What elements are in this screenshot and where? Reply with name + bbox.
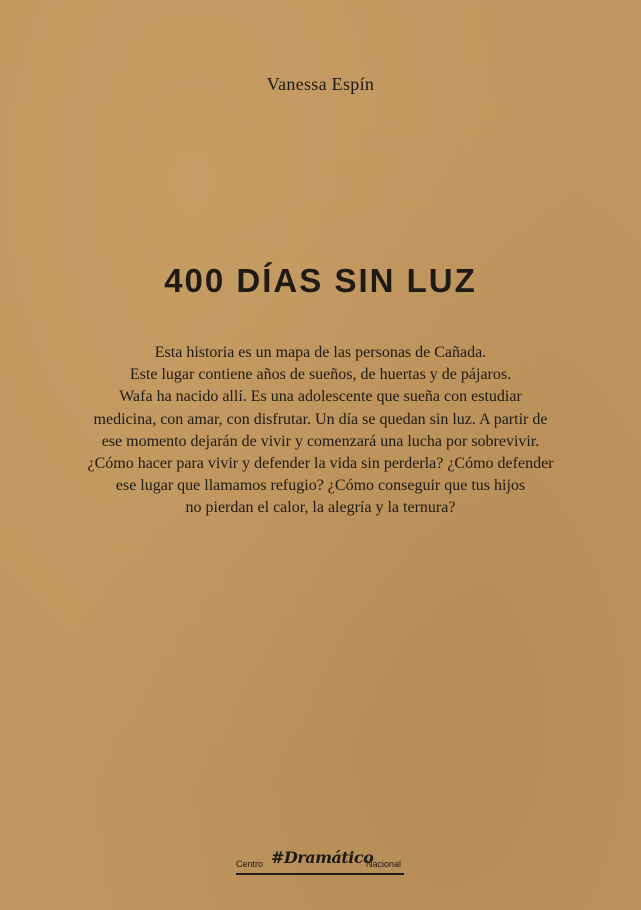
publisher-word-centro: Centro (236, 859, 264, 869)
author-name: Vanessa Espín (266, 74, 375, 94)
synopsis (60, 342, 581, 520)
publisher-underline (236, 873, 404, 875)
synopsis-line: Esta historia es un mapa de las personas de Cañada. (154, 344, 487, 361)
publisher-word-dramatico: #Dramático (271, 848, 374, 867)
synopsis-line: ese lugar que llamamos refugio? ¿Cómo conseguir que tus hijos (115, 477, 526, 495)
book-title: 400 DÍAS SIN LUZ (164, 262, 477, 299)
publisher-logo (236, 848, 406, 878)
synopsis-line: medicina, con amar, con disfrutar. Un día se quedan sin luz. A partir de (93, 410, 548, 428)
synopsis-line: ¿Cómo hacer para vivir y defender la vida sin perderla? ¿Cómo defender (87, 455, 554, 473)
synopsis-line: Este lugar contiene años de sueños, de huertas y de pájaros. (129, 366, 512, 384)
synopsis-line: no pierdan el calor, la alegría y la ternura? (185, 499, 456, 517)
publisher-word-nacional: Nacional (366, 859, 402, 869)
synopsis-line: ese momento dejarán de vivir y comenzará una lucha por sobrevivir. (101, 432, 540, 450)
synopsis-line: Wafa ha nacido allí. Es una adolescente que sueña con estudiar (119, 388, 522, 406)
